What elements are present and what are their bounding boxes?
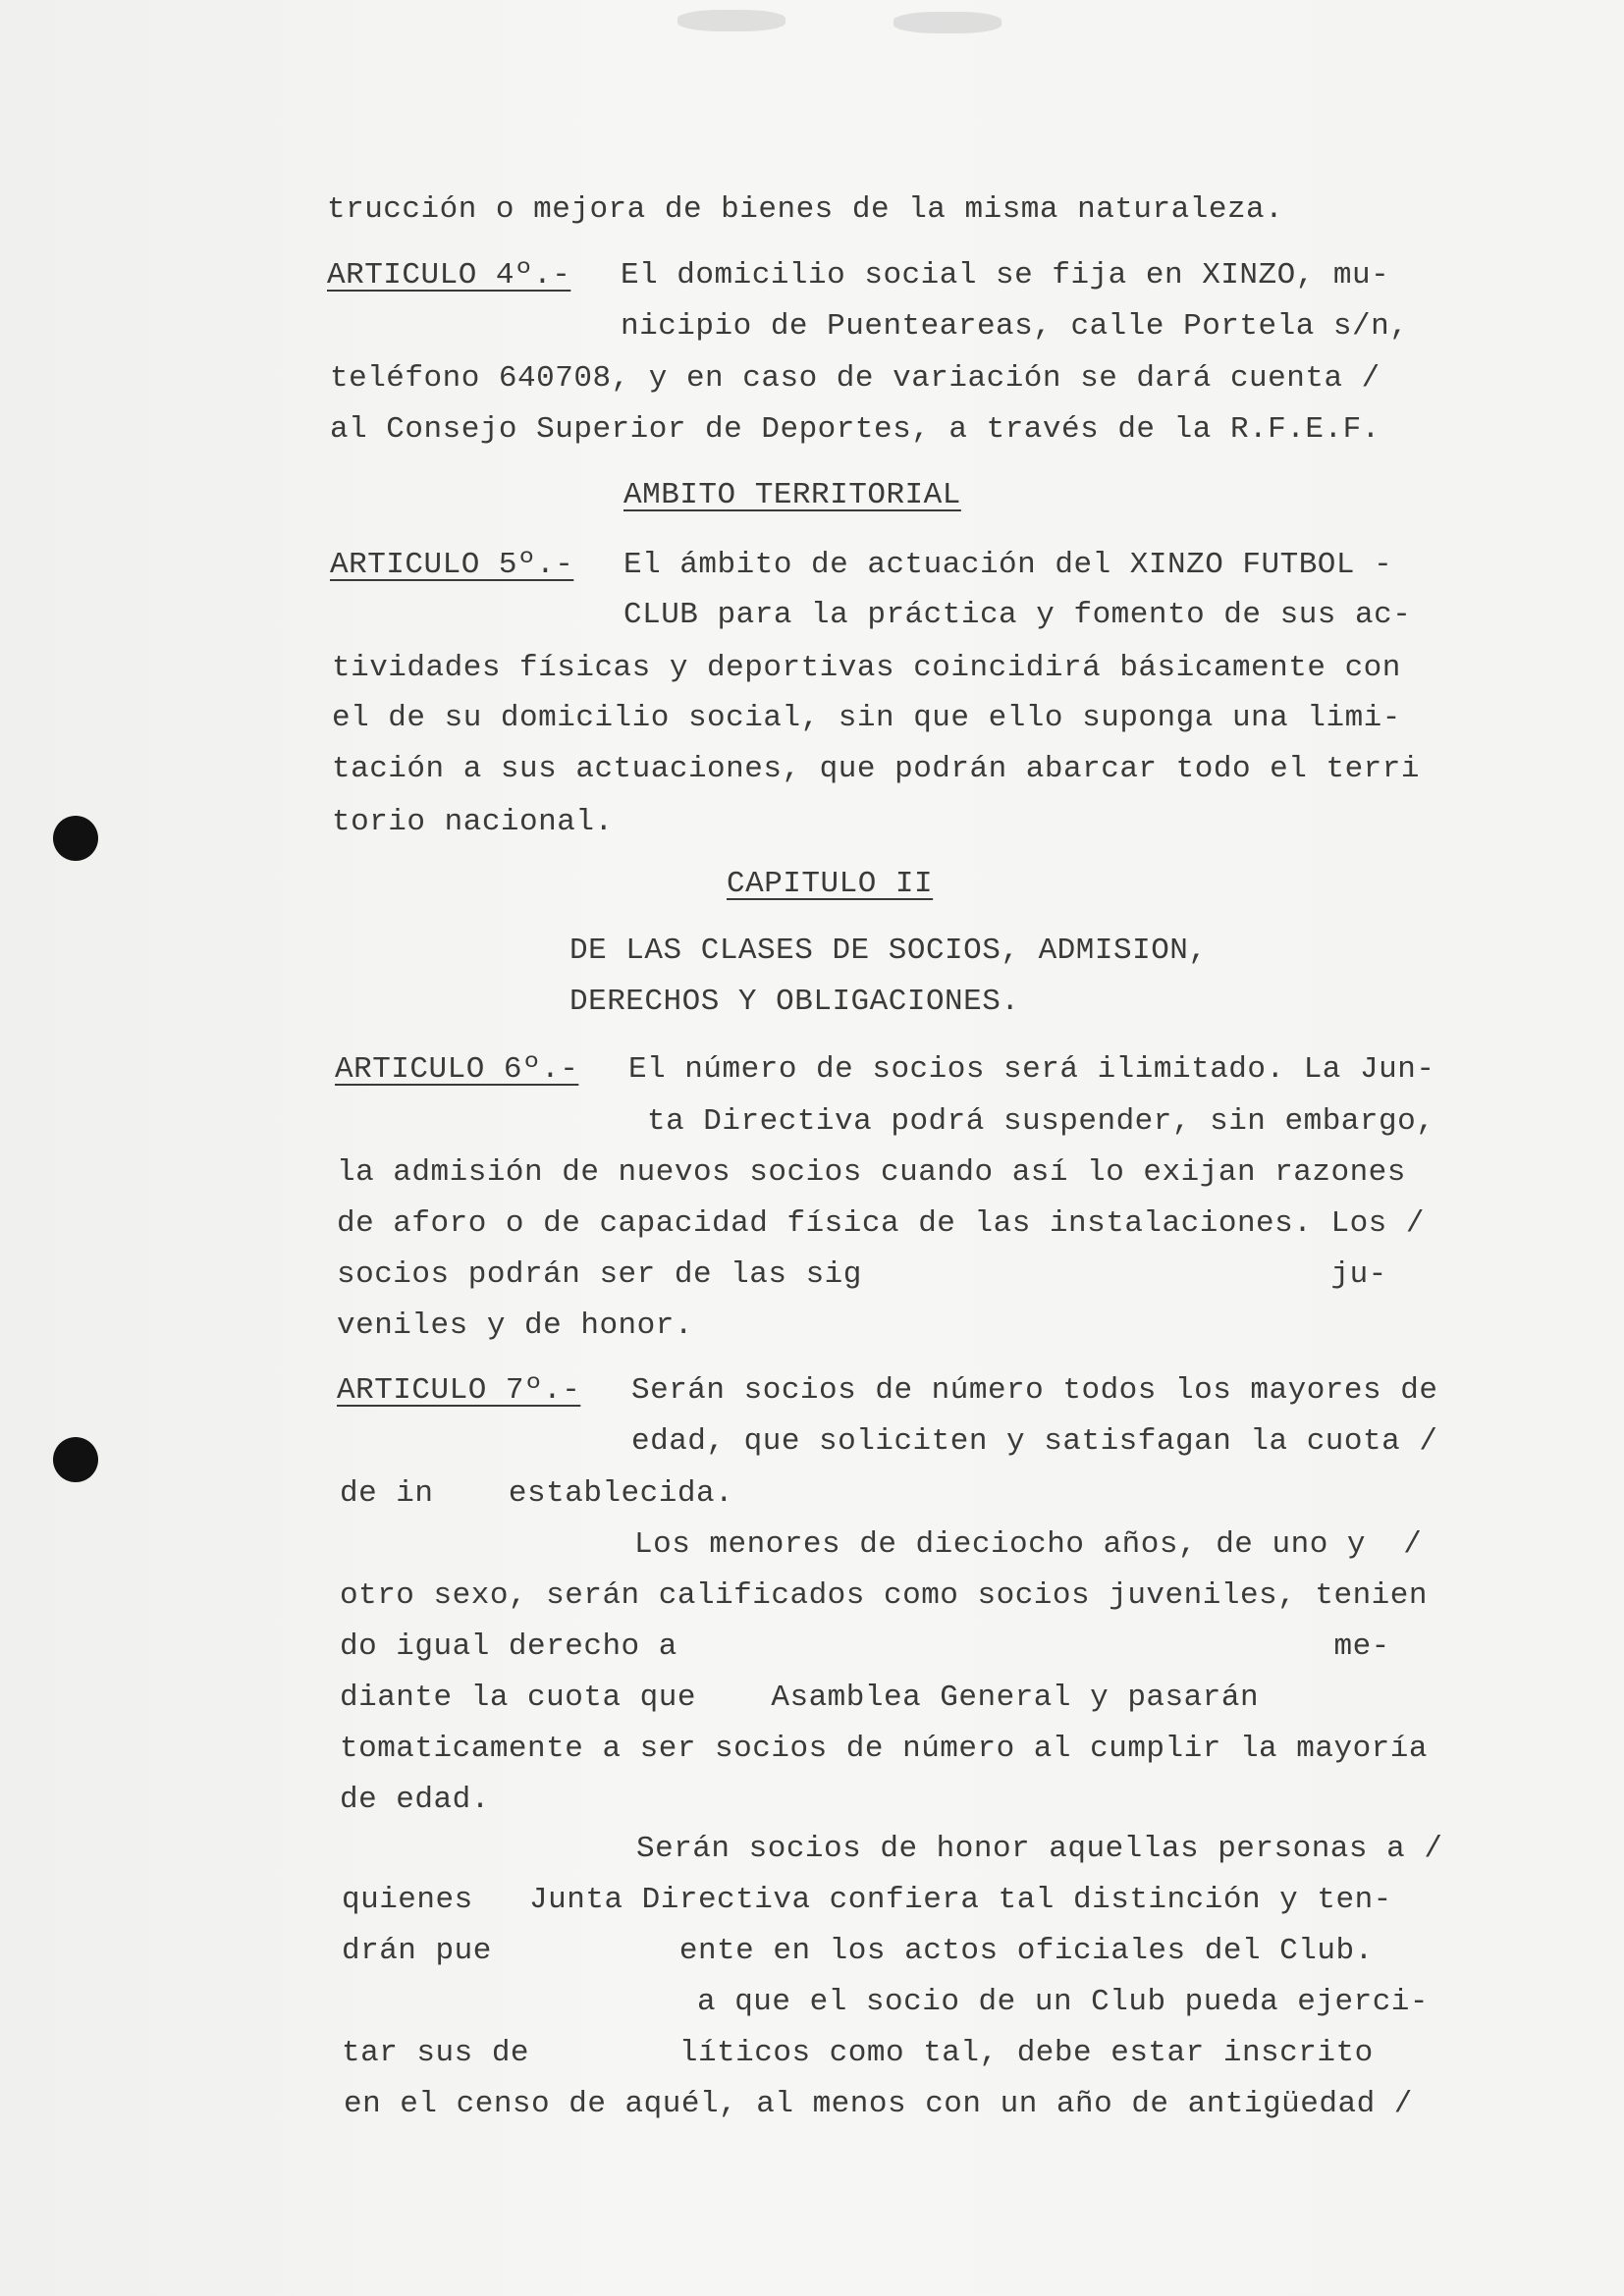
body-line: El domicilio social se fija en XINZO, mu- xyxy=(621,258,1390,293)
body-line: de aforo o de capacidad física de las instalaciones. Los / xyxy=(337,1206,1425,1241)
body-line: en el censo de aquél, al menos con un año de antigüedad / xyxy=(344,2087,1413,2121)
body-line: la admisión de nuevos socios cuando así lo exijan razones xyxy=(337,1155,1406,1190)
section-title-ambito: AMBITO TERRITORIAL xyxy=(623,478,961,512)
article-5-heading: ARTICULO 5º.- xyxy=(330,548,574,582)
body-line: Los menores de dieciocho años, de uno y / xyxy=(634,1527,1423,1562)
scan-smudge xyxy=(893,12,1001,33)
body-line: trucción o mejora de bienes de la misma naturaleza. xyxy=(327,192,1284,227)
body-line: tividades físicas y deportivas coincidirá básicamente con xyxy=(332,651,1401,685)
article-4-heading: ARTICULO 4º.- xyxy=(327,258,571,293)
body-line: tación a sus actuaciones, que podrán abarcar todo el terri xyxy=(332,752,1420,786)
body-line: torio nacional. xyxy=(332,805,614,839)
body-line: teléfono 640708, y en caso de variación se dará cuenta / xyxy=(330,361,1380,396)
body-line: Serán socios de honor aquellas personas a / xyxy=(636,1832,1443,1866)
body-line: quienes Junta Directiva confiera tal distinción y ten- xyxy=(342,1883,1392,1917)
body-line: de in establecida. xyxy=(340,1476,734,1511)
body-line: de edad. xyxy=(340,1783,490,1817)
body-line: El ámbito de actuación del XINZO FUTBOL - xyxy=(623,548,1393,582)
body-line: drán pue ente en los actos oficiales del Club. xyxy=(342,1934,1374,1968)
body-line: ta Directiva podrá suspender, sin embargo, xyxy=(647,1104,1435,1139)
body-line: edad, que soliciten y satisfagan la cuota / xyxy=(631,1424,1438,1459)
punch-hole-top xyxy=(53,816,98,861)
body-line: socios podrán ser de las sig ju- xyxy=(337,1257,1387,1292)
body-line: El número de socios será ilimitado. La Jun- xyxy=(628,1052,1435,1087)
chapter-subtitle: DE LAS CLASES DE SOCIOS, ADMISION, xyxy=(569,934,1208,968)
body-line: nicipio de Puenteareas, calle Portela s/n, xyxy=(621,309,1409,344)
punch-hole-bottom xyxy=(53,1437,98,1482)
body-line: diante la cuota que Asamblea General y pasarán xyxy=(340,1681,1260,1715)
body-line: tomaticamente a ser socios de número al cumplir la mayoría xyxy=(340,1732,1428,1766)
body-line: tar sus de líticos como tal, debe estar inscrito xyxy=(342,2036,1374,2070)
body-line: al Consejo Superior de Deportes, a través de la R.F.E.F. xyxy=(330,412,1380,447)
body-line: a que el socio de un Club pueda ejerci- xyxy=(697,1985,1430,2019)
body-line: do igual derecho a me- xyxy=(340,1629,1390,1664)
scan-smudge xyxy=(677,10,785,31)
chapter-title: CAPITULO II xyxy=(727,867,934,901)
body-line: el de su domicilio social, sin que ello suponga una limi- xyxy=(332,701,1401,735)
body-line: CLUB para la práctica y fomento de sus ac- xyxy=(623,598,1412,632)
article-7-heading: ARTICULO 7º.- xyxy=(337,1373,581,1408)
chapter-subtitle: DERECHOS Y OBLIGACIONES. xyxy=(569,985,1020,1019)
body-line: veniles y de honor. xyxy=(337,1308,693,1343)
body-line: Serán socios de número todos los mayores de xyxy=(631,1373,1438,1408)
article-6-heading: ARTICULO 6º.- xyxy=(335,1052,579,1087)
body-line: otro sexo, serán calificados como socios juveniles, tenien xyxy=(340,1578,1428,1613)
